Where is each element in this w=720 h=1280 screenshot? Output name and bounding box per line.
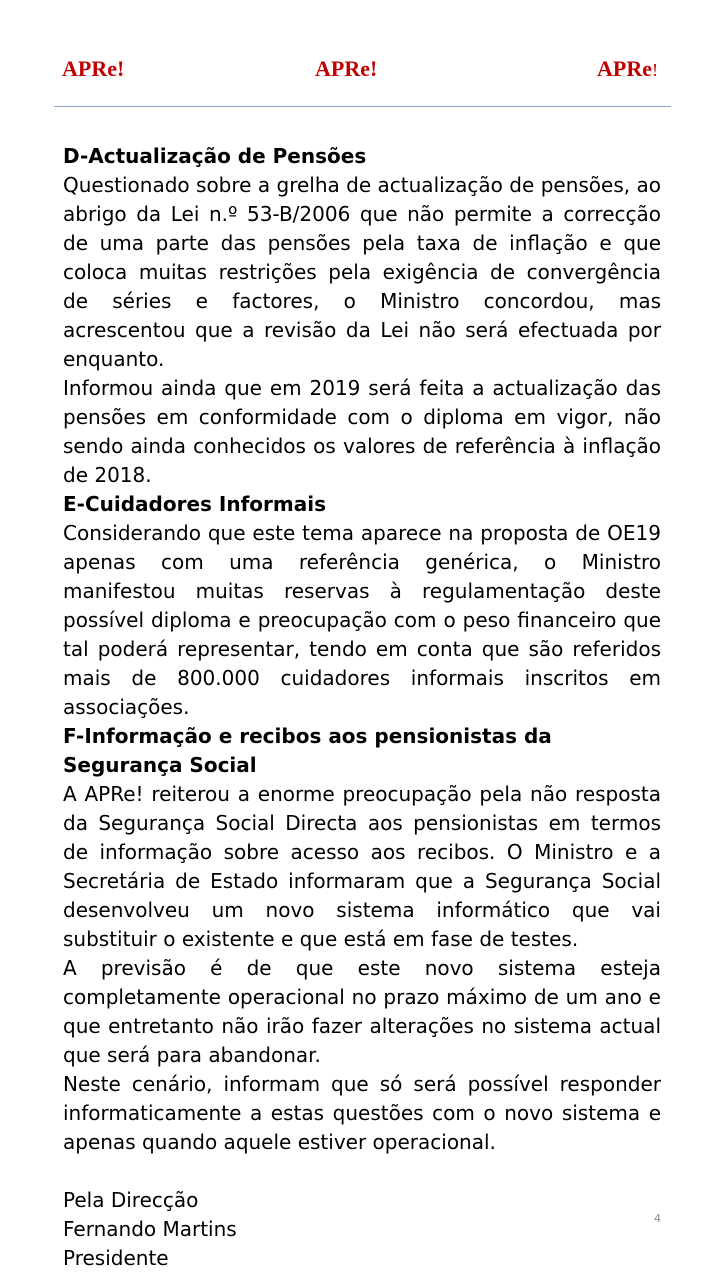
- paragraph: Neste cenário, informam que só será possível responder informaticamente a estas questões com o novo sistema e apenas quando aquele estiver operacional.: [63, 1072, 661, 1154]
- paragraph: Considerando que este tema aparece na proposta de OE19 apenas com uma referência genérica, o Ministro manifestou muitas reservas à regulamentação deste possível diploma e preocupação com o peso financeiro que tal poderá representar, tendo em conta que são referidos mais de 800.000 cuidadores informais inscritos em associações.: [63, 521, 661, 719]
- apre-logo-right-text: APRe: [597, 56, 652, 81]
- paragraph: Questionado sobre a grelha de actualização de pensões, ao abrigo da Lei n.º 53-B/2006 que não permite a correcção de uma parte das pensões pela taxa de inflação e que coloca muitas restrições pela exigência de convergência de séries e factores, o Ministro concordou, mas acrescentou que a revisão da Lei não será efectuada por enquanto.: [63, 173, 661, 371]
- signature-block: [63, 1186, 661, 1273]
- section-heading: E-Cuidadores Informais: [63, 492, 326, 516]
- section-pensioner-receipts: [63, 722, 661, 1157]
- apre-logo-left: APRe!: [62, 56, 125, 81]
- header-divider: [54, 106, 671, 107]
- signature-name: Fernando Martins: [63, 1217, 237, 1241]
- paragraph: Informou ainda que em 2019 será feita a actualização das pensões em conformidade com o diploma em vigor, não sendo ainda conhecidos os valores de referência à inflação de 2018.: [63, 376, 661, 487]
- paragraph: A previsão é de que este novo sistema esteja completamente operacional no prazo máximo de um ano e que entretanto não irão fazer alterações no sistema actual que será para abandonar.: [63, 956, 661, 1067]
- paragraph: A APRe! reiterou a enorme preocupação pela não resposta da Segurança Social Directa aos pensionistas em termos de informação sobre acesso aos recibos. O Ministro e a Secretária de Estado informaram que a Segurança Social desenvolveu um novo sistema informático que vai substituir o existente e que está em fase de testes.: [63, 782, 661, 951]
- signature-title: Presidente: [63, 1246, 169, 1270]
- signature-line-direction: Pela Direcção: [63, 1188, 199, 1212]
- apre-logo-right-exclamation: !: [652, 60, 658, 80]
- section-heading: D-Actualização de Pensões: [63, 144, 367, 168]
- apre-logo-center: APRe!: [315, 56, 378, 81]
- section-pension-update: [63, 142, 661, 490]
- apre-logo-right: [597, 56, 658, 83]
- section-heading: F-Informação e recibos aos pensionistas da Segurança Social: [63, 724, 552, 777]
- page-number: 4: [654, 1212, 661, 1225]
- section-informal-caregivers: [63, 490, 661, 722]
- document-body: [63, 142, 661, 1273]
- page-header: [62, 56, 658, 86]
